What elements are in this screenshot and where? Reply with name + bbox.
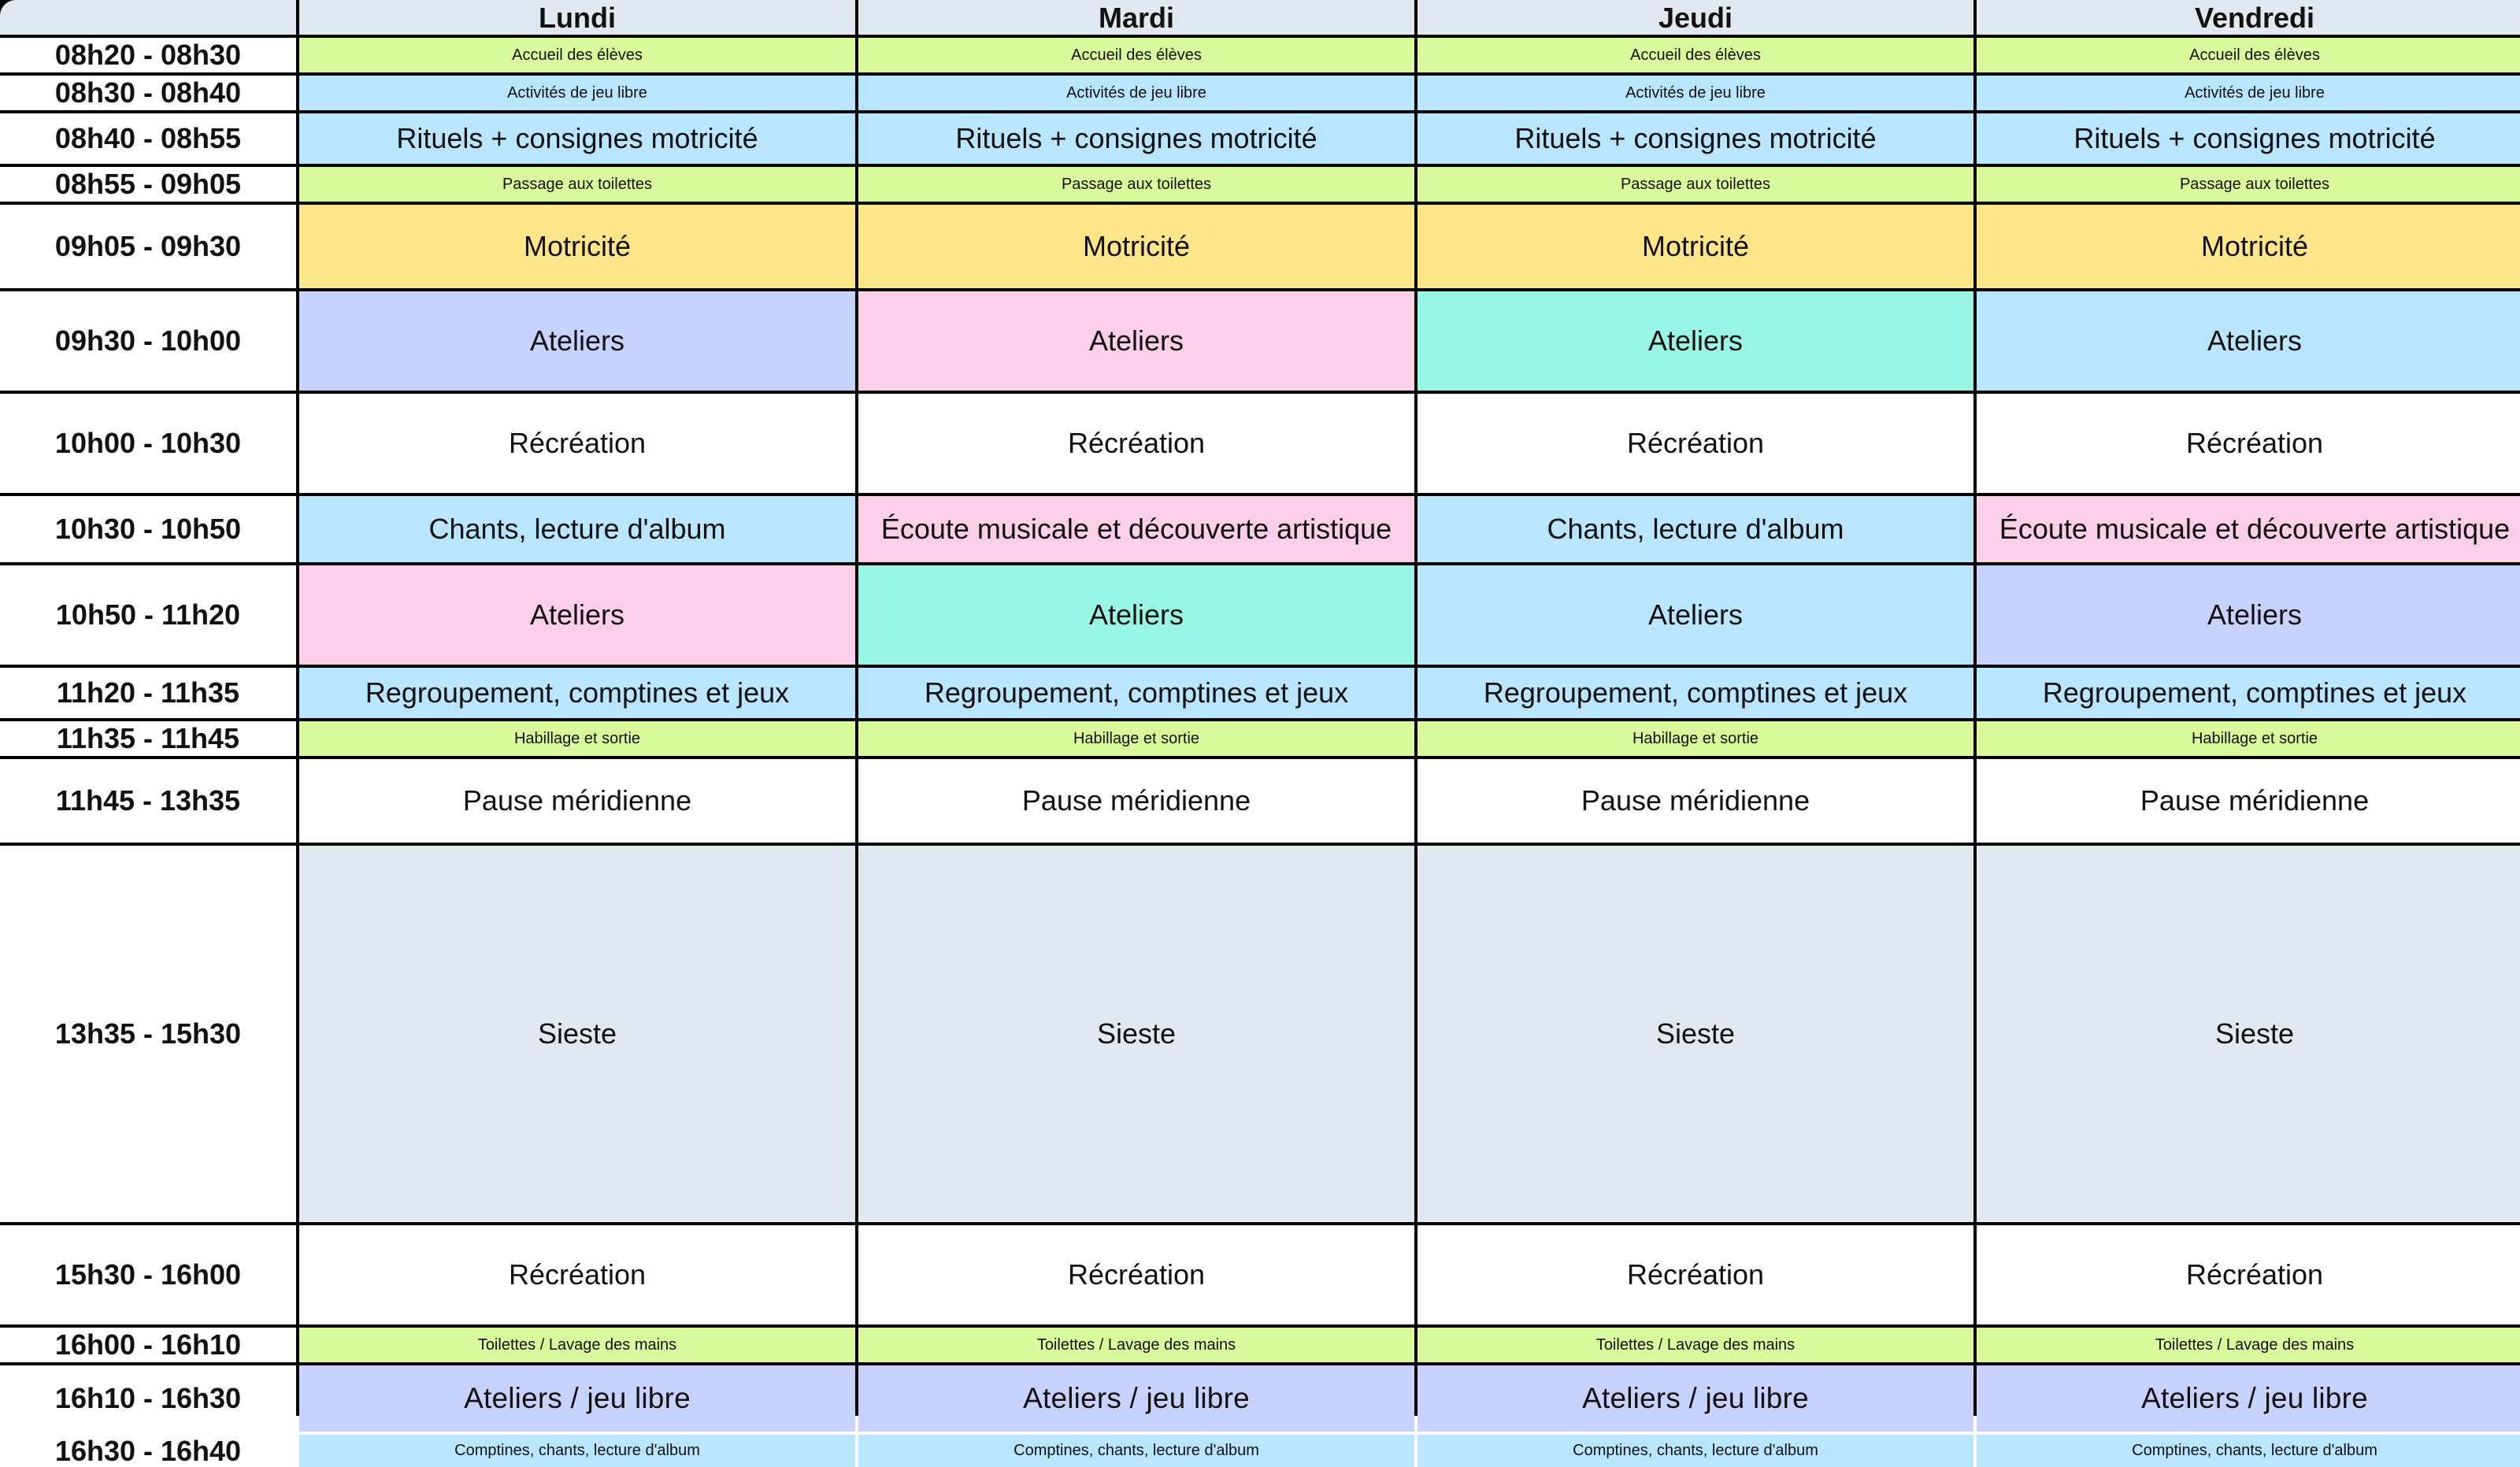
activity-cell: Regroupement, comptines et jeux bbox=[299, 668, 855, 718]
activity-cell: Activités de jeu libre bbox=[858, 76, 1414, 110]
activity-cell: Ateliers bbox=[1977, 565, 2520, 665]
time-slot: 16h10 - 16h30 bbox=[0, 1365, 296, 1432]
activity-cell: Habillage et sortie bbox=[1418, 721, 1973, 756]
activity-cell: Activités de jeu libre bbox=[1418, 76, 1973, 110]
corner-cell bbox=[0, 0, 296, 35]
activity-cell: Chants, lecture d'album bbox=[1418, 496, 1973, 562]
time-slot: 08h30 - 08h40 bbox=[0, 76, 296, 110]
activity-cell: Habillage et sortie bbox=[1977, 721, 2520, 756]
activity-cell: Motricité bbox=[1418, 205, 1973, 288]
activity-cell: Regroupement, comptines et jeux bbox=[858, 668, 1414, 718]
activity-cell: Écoute musicale et découverte artistique bbox=[858, 496, 1414, 562]
activity-cell: Passage aux toilettes bbox=[1418, 167, 1973, 202]
activity-cell: Écoute musicale et découverte artistique bbox=[1977, 496, 2520, 562]
activity-cell: Comptines, chants, lecture d'album bbox=[1418, 1435, 1973, 1467]
activity-cell: Ateliers / jeu libre bbox=[1418, 1365, 1973, 1432]
activity-cell: Récréation bbox=[299, 394, 855, 493]
activity-cell: Rituels + consignes motricité bbox=[1977, 113, 2520, 164]
activity-cell: Motricité bbox=[1977, 205, 2520, 288]
time-slot: 10h30 - 10h50 bbox=[0, 496, 296, 562]
activity-cell: Rituels + consignes motricité bbox=[858, 113, 1414, 164]
activity-cell: Sieste bbox=[1418, 846, 1973, 1222]
activity-cell: Ateliers / jeu libre bbox=[1977, 1365, 2520, 1432]
activity-cell: Activités de jeu libre bbox=[1977, 76, 2520, 110]
activity-cell: Ateliers / jeu libre bbox=[858, 1365, 1414, 1432]
activity-cell: Habillage et sortie bbox=[299, 721, 855, 756]
time-slot: 08h20 - 08h30 bbox=[0, 38, 296, 72]
activity-cell: Sieste bbox=[299, 846, 855, 1222]
activity-cell: Ateliers bbox=[299, 565, 855, 665]
time-slot: 09h05 - 09h30 bbox=[0, 205, 296, 288]
activity-cell: Pause méridienne bbox=[1977, 759, 2520, 843]
activity-cell: Comptines, chants, lecture d'album bbox=[299, 1435, 855, 1467]
time-slot: 08h40 - 08h55 bbox=[0, 113, 296, 164]
time-slot: 11h20 - 11h35 bbox=[0, 668, 296, 718]
activity-cell: Récréation bbox=[858, 1225, 1414, 1324]
activity-cell: Récréation bbox=[1418, 394, 1973, 493]
activity-cell: Motricité bbox=[858, 205, 1414, 288]
activity-cell: Regroupement, comptines et jeux bbox=[1418, 668, 1973, 718]
time-slot: 08h55 - 09h05 bbox=[0, 167, 296, 202]
activity-cell: Accueil des élèves bbox=[1977, 38, 2520, 72]
activity-cell: Pause méridienne bbox=[1418, 759, 1973, 843]
activity-cell: Ateliers bbox=[1418, 291, 1973, 391]
time-slot: 10h00 - 10h30 bbox=[0, 394, 296, 493]
time-slot: 16h00 - 16h10 bbox=[0, 1328, 296, 1362]
time-slot: 11h35 - 11h45 bbox=[0, 721, 296, 756]
time-slot: 15h30 - 16h00 bbox=[0, 1225, 296, 1324]
time-slot: 13h35 - 15h30 bbox=[0, 846, 296, 1222]
day-header: Vendredi bbox=[1977, 0, 2520, 35]
activity-cell: Motricité bbox=[299, 205, 855, 288]
day-header: Jeudi bbox=[1418, 0, 1973, 35]
activity-cell: Ateliers bbox=[858, 565, 1414, 665]
activity-cell: Habillage et sortie bbox=[858, 721, 1414, 756]
activity-cell: Récréation bbox=[858, 394, 1414, 493]
day-header: Lundi bbox=[299, 0, 855, 35]
activity-cell: Chants, lecture d'album bbox=[299, 496, 855, 562]
activity-cell: Ateliers bbox=[299, 291, 855, 391]
activity-cell: Récréation bbox=[1977, 1225, 2520, 1324]
time-slot: 09h30 - 10h00 bbox=[0, 291, 296, 391]
activity-cell: Comptines, chants, lecture d'album bbox=[1977, 1435, 2520, 1467]
activity-cell: Pause méridienne bbox=[858, 759, 1414, 843]
activity-cell: Ateliers bbox=[1418, 565, 1973, 665]
activity-cell: Accueil des élèves bbox=[1418, 38, 1973, 72]
activity-cell: Sieste bbox=[858, 846, 1414, 1222]
activity-cell: Toilettes / Lavage des mains bbox=[1977, 1328, 2520, 1362]
activity-cell: Passage aux toilettes bbox=[1977, 167, 2520, 202]
activity-cell: Récréation bbox=[1977, 394, 2520, 493]
activity-cell: Toilettes / Lavage des mains bbox=[299, 1328, 855, 1362]
day-header: Mardi bbox=[858, 0, 1414, 35]
activity-cell: Regroupement, comptines et jeux bbox=[1977, 668, 2520, 718]
activity-cell: Passage aux toilettes bbox=[858, 167, 1414, 202]
time-slot: 11h45 - 13h35 bbox=[0, 759, 296, 843]
activity-cell: Rituels + consignes motricité bbox=[299, 113, 855, 164]
activity-cell: Ateliers / jeu libre bbox=[299, 1365, 855, 1432]
activity-cell: Rituels + consignes motricité bbox=[1418, 113, 1973, 164]
activity-cell: Toilettes / Lavage des mains bbox=[1418, 1328, 1973, 1362]
activity-cell: Comptines, chants, lecture d'album bbox=[858, 1435, 1414, 1467]
activity-cell: Accueil des élèves bbox=[858, 38, 1414, 72]
time-slot: 10h50 - 11h20 bbox=[0, 565, 296, 665]
activity-cell: Toilettes / Lavage des mains bbox=[858, 1328, 1414, 1362]
activity-cell: Récréation bbox=[299, 1225, 855, 1324]
activity-cell: Activités de jeu libre bbox=[299, 76, 855, 110]
time-slot: 16h30 - 16h40 bbox=[0, 1435, 296, 1467]
activity-cell: Sieste bbox=[1977, 846, 2520, 1222]
activity-cell: Pause méridienne bbox=[299, 759, 855, 843]
activity-cell: Ateliers bbox=[858, 291, 1414, 391]
activity-cell: Ateliers bbox=[1977, 291, 2520, 391]
activity-cell: Accueil des élèves bbox=[299, 38, 855, 72]
activity-cell: Passage aux toilettes bbox=[299, 167, 855, 202]
activity-cell: Récréation bbox=[1418, 1225, 1973, 1324]
